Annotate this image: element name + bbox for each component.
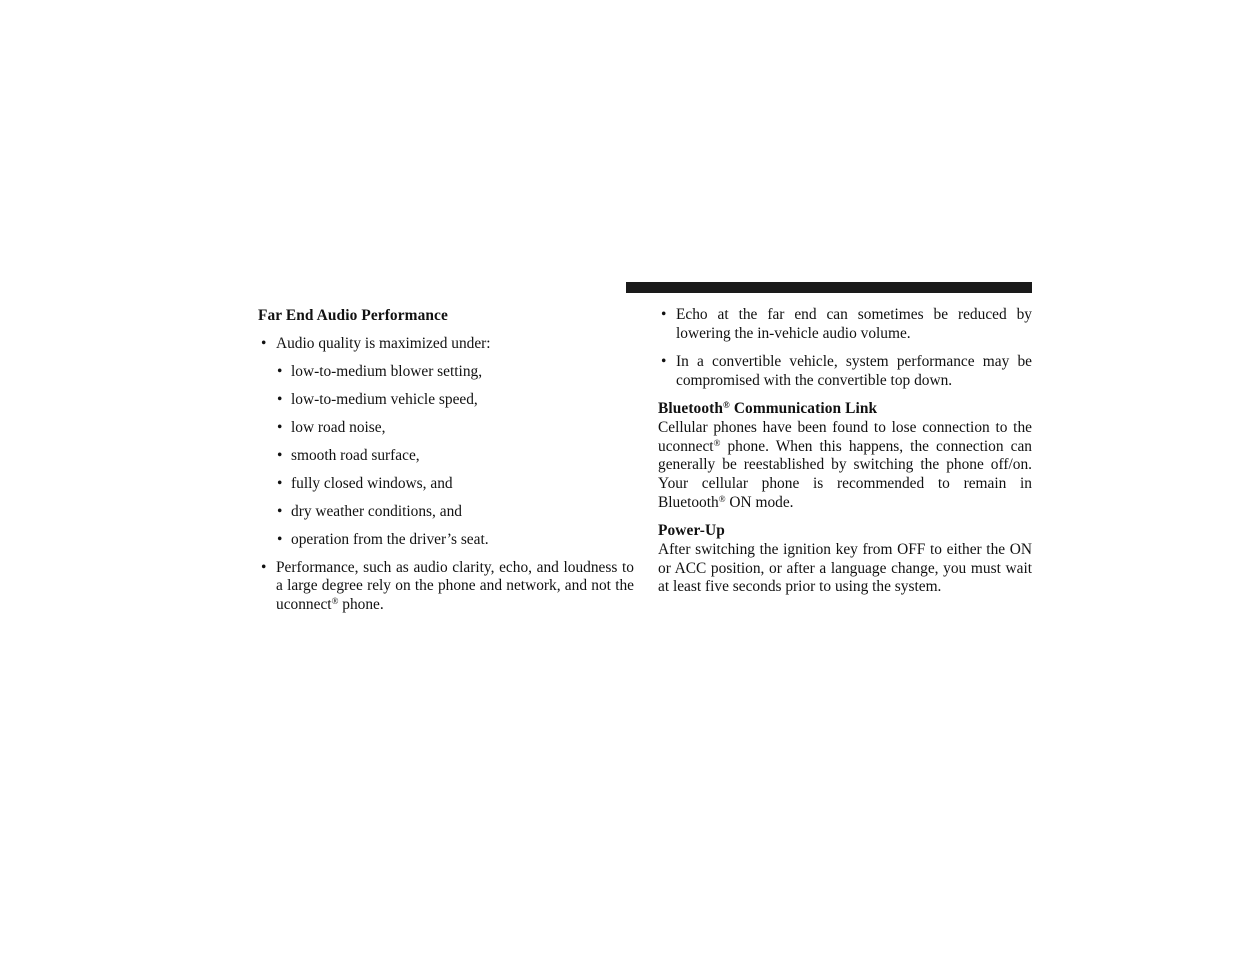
echo-list — [658, 306, 1032, 391]
section-header-bar — [626, 282, 1032, 293]
registered-mark: ® — [723, 399, 730, 410]
sub-list-item-text: fully closed windows, and — [291, 474, 453, 492]
far-end-audio-heading: Far End Audio Performance — [258, 307, 448, 324]
sub-list-item — [276, 503, 634, 522]
sub-list-item — [276, 475, 634, 494]
list-item-text: Echo at the far end can sometimes be reduced by lowering the in-vehicle audio volume. — [676, 306, 1032, 342]
bullet-icon: • — [277, 390, 283, 408]
registered-mark: ® — [331, 596, 339, 607]
sub-list-item — [276, 447, 634, 466]
list-item — [258, 559, 634, 615]
bullet-icon: • — [661, 352, 667, 370]
bullet-icon: • — [661, 306, 667, 323]
list-item — [258, 335, 634, 550]
sub-list-item-text: low road noise, — [291, 418, 386, 436]
bullet-icon: • — [261, 558, 267, 576]
sub-list-item — [276, 419, 634, 438]
bluetooth-paragraph — [658, 419, 1032, 513]
bullet-icon: • — [277, 530, 283, 548]
bullet-icon: • — [261, 334, 267, 352]
list-item-text: In a convertible vehicle, system performance may be compromised with the convertible top down. — [676, 352, 1032, 389]
bluetooth-text-3: ON mode. — [725, 493, 794, 511]
sub-list-item-text: smooth road surface, — [291, 446, 420, 464]
list-item — [658, 306, 1032, 344]
bluetooth-heading-text-end: Communication Link — [729, 399, 878, 417]
sub-list-item-text: operation from the driver’s seat. — [291, 530, 489, 548]
bluetooth-heading-text: Bluetooth — [658, 399, 724, 417]
list-item — [658, 353, 1032, 391]
list-item-text: Performance, such as audio clarity, echo, and loudness to a large degree rely on the phone and network, and not the uconnect — [276, 558, 634, 614]
sub-list-item-text: low-to-medium blower setting, — [291, 362, 483, 380]
registered-mark: ® — [718, 493, 726, 504]
sub-list-item — [276, 391, 634, 410]
power-up-heading: Power-Up — [658, 521, 725, 539]
bullet-icon: • — [277, 418, 283, 436]
sub-list-item — [276, 531, 634, 550]
bluetooth-text-2: phone. When this happens, the connection can generally be reestablished by switching the phone off/on. Your cellular phone is recommended to remain in Bluetooth — [658, 437, 1032, 511]
bluetooth-heading — [658, 400, 1032, 419]
sub-list-item-text: low-to-medium vehicle speed, — [291, 390, 478, 408]
conditions-sublist — [276, 363, 634, 550]
bullet-icon: • — [277, 446, 283, 464]
list-item-text: Audio quality is maximized under: — [276, 334, 491, 352]
right-column — [658, 306, 1032, 606]
left-column — [258, 306, 634, 624]
registered-mark: ® — [713, 437, 721, 448]
sub-list-item-text: dry weather conditions, and — [291, 502, 462, 520]
audio-quality-list — [258, 335, 634, 615]
power-up-paragraph: After switching the ignition key from OFF to either the ON or ACC position, or after a language change, you must wait at least five seconds prior to using the system. — [658, 540, 1032, 596]
bullet-icon: • — [277, 362, 283, 380]
bullet-icon: • — [277, 502, 283, 520]
bluetooth-text-1: Cellular phones have been found to lose connection to the uconnect — [658, 418, 1032, 455]
sub-list-item — [276, 363, 634, 382]
list-item-text-end: phone. — [338, 596, 384, 614]
bullet-icon: • — [277, 474, 283, 492]
